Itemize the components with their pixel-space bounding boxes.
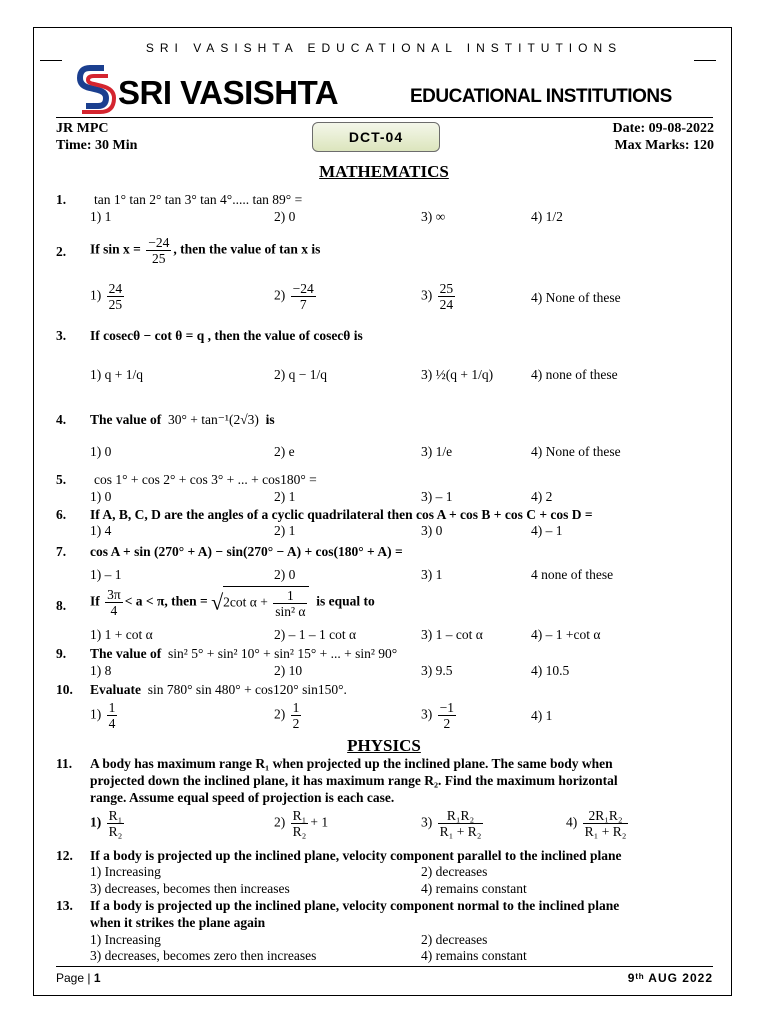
q8-root-expression: 2cot α + <box>223 594 268 610</box>
option-3: 3) $\frac{\text{R₁R₂}}{\text{R₁ + R₂}}$ <box>421 808 482 839</box>
option-1: 1) – 1 <box>90 567 122 582</box>
question-number: 6. <box>56 507 67 522</box>
option-3: 3) decreases, becomes then increases <box>90 881 290 896</box>
option-1: 1) Increasing <box>90 864 161 879</box>
question-number: 2. <box>56 244 67 259</box>
option-3: 3) ½(q + 1/q) <box>421 367 494 382</box>
option-4: 4) 10.5 <box>531 663 570 678</box>
question-text: If $\frac{3\pi}{4}$ < a < π, then = √2cot α + $\frac{1}{\text{sin² α}}$ is equal to <box>90 587 375 619</box>
question-number: 4. <box>56 412 67 427</box>
option-4: 4) remains constant <box>421 881 527 896</box>
tagline: SRI VASISHTA EDUCATIONAL INSTITUTIONS <box>145 41 623 55</box>
section-title-physics: PHYSICS <box>347 736 421 755</box>
option-3: 3) 1 – cot α <box>421 627 483 642</box>
question-number: 5. <box>56 472 67 487</box>
question-number: 13. <box>56 898 73 913</box>
option-2: 2) 0 <box>274 567 296 582</box>
question-text-line2: when it strikes the plane again <box>90 915 266 930</box>
option-2: 2) 1 <box>274 523 296 538</box>
question-number: 12. <box>56 848 73 863</box>
option-4: 4) none of these <box>531 367 618 382</box>
option-2: 2) 0 <box>274 209 296 224</box>
question-text: If A, B, C, D are the angles of a cyclic quadrilateral then cos A + cos B + cos C + cos D = <box>90 507 593 522</box>
option-3: 3) 9.5 <box>421 663 453 678</box>
option-2: 2) e <box>274 444 295 459</box>
question-text: Evaluate sin 780° sin 480° + cos120° sin150°. <box>90 682 347 697</box>
q9-expression: sin² 5° + sin² 10° + sin² 15° + ... + sin² 90° <box>168 646 398 661</box>
question-text-line3: range. Assume equal speed of projection is each case. <box>90 790 395 805</box>
max-marks-label: Max Marks: 120 <box>614 138 714 153</box>
question-number: 9. <box>56 646 67 661</box>
logo-icon <box>76 64 116 114</box>
option-4: 4 none of these <box>531 567 614 582</box>
option-4: 4) None of these <box>531 444 621 459</box>
option-2: 2) $\frac{1}{2}$ <box>274 700 300 731</box>
question-number: 10. <box>56 682 73 697</box>
option-1: 1) 4 <box>90 523 112 538</box>
option-2: 2) decreases <box>421 864 488 879</box>
question-number: 1. <box>56 192 67 207</box>
question-text-line1: If a body is projected up the inclined plane, velocity component normal to the inclined plane <box>90 898 620 913</box>
question-text: The value of sin² 5° + sin² 10° + sin² 15° + ... + sin² 90° <box>90 646 398 661</box>
option-1: 1) 8 <box>90 663 112 678</box>
header-dash-right <box>694 60 716 61</box>
option-4: 4) 1/2 <box>531 209 563 224</box>
option-3: 3) ∞ <box>421 209 446 224</box>
option-1: 1) 0 <box>90 444 112 459</box>
option-3: 3) 1 <box>421 567 443 582</box>
question-text <box>90 235 320 266</box>
section-title-maths: MATHEMATICS <box>319 162 449 181</box>
option-2: 2) 10 <box>274 663 303 678</box>
option-3: 3) $\frac{25}{24}$ <box>421 281 454 312</box>
question-text: cos A + sin (270° + A) − sin(270° − A) + cos(180° + A) = <box>90 544 403 559</box>
option-4: 4) remains constant <box>421 948 527 963</box>
option-1: 1) 1 + cot α <box>90 627 153 642</box>
option-3: 3) decreases, becomes zero then increases <box>90 948 317 963</box>
q4-expression: 30° + tan⁻¹(2√3) <box>168 412 259 427</box>
test-badge: DCT-04 <box>312 122 440 152</box>
time-label: Time: 30 Min <box>56 138 138 153</box>
question-text: cos 1° + cos 2° + cos 3° + ... + cos180° = <box>94 472 317 487</box>
option-3: 3) – 1 <box>421 489 453 504</box>
option-4: 4) None of these <box>531 290 621 305</box>
question-text: If a body is projected up the inclined plane, velocity component parallel to the inclined plane <box>90 848 622 863</box>
option-1: 1) $\frac{\text{R₁}}{\text{R₂}}$ <box>90 808 123 839</box>
option-1: 1) Increasing <box>90 932 161 947</box>
option-2: 2) 1 <box>274 489 296 504</box>
q2-text-a: If sin x = <box>90 241 141 257</box>
option-1: 1) 1 <box>90 209 112 224</box>
option-3: 3) $\frac{-1}{2}$ <box>421 700 454 731</box>
question-number: 8. <box>56 598 67 613</box>
page-number: Page | 1 <box>56 971 101 985</box>
date-label: Date: 09-08-2022 <box>612 121 714 136</box>
question-text: If cosecθ − cot θ = q , then the value of cosecθ is <box>90 328 363 343</box>
option-1: 1) $\frac{1}{4}$ <box>90 700 116 731</box>
option-2: 2) q − 1/q <box>274 367 327 382</box>
brand-name: SRI VASISHTA <box>118 74 339 111</box>
option-2: 2) $\frac{\text{R₁}}{\text{R₂}}$ + 1 <box>274 808 329 839</box>
option-2: 2) decreases <box>421 932 488 947</box>
option-1: 1) $\frac{24}{25}$ <box>90 281 123 312</box>
option-4: 4) 1 <box>531 708 553 723</box>
question-text-line1: A body has maximum range R₁ when projected up the inclined plane. The same body when <box>90 756 613 771</box>
question-number: 3. <box>56 328 67 343</box>
question-number: 11. <box>56 756 73 771</box>
option-3: 3) 1/e <box>421 444 453 459</box>
q2-fraction: $\frac{-24}{25}$ <box>148 235 170 266</box>
class-label: JR MPC <box>56 121 109 136</box>
question-text: tan 1° tan 2° tan 3° tan 4°..... tan 89° = <box>94 192 303 207</box>
question-text-line2: projected down the inclined plane, it has maximum range R₂. Find the maximum horizontal <box>90 773 618 788</box>
option-1: 1) 0 <box>90 489 112 504</box>
option-4: 4) – 1 <box>531 523 563 538</box>
q10-expression: sin 780° sin 480° + cos120° sin150°. <box>147 682 347 697</box>
option-2: 2) – 1 – 1 cot α <box>274 627 357 642</box>
brand-subtitle: EDUCATIONAL INSTITUTIONS <box>410 86 672 107</box>
option-4: 4) 2 <box>531 489 553 504</box>
q2-text-b: , then the value of tan x is <box>173 241 321 257</box>
header-rule <box>56 117 713 118</box>
footer-date: 9ᵗʰ AUG 2022 <box>627 971 713 985</box>
option-1: 1) q + 1/q <box>90 367 143 382</box>
option-2: 2) $\frac{-24}{7}$ <box>274 281 314 312</box>
footer-rule <box>56 966 713 967</box>
question-text: The value of 30° + tan⁻¹(2√3) is <box>90 412 275 427</box>
option-4: 4) – 1 +cot α <box>531 627 601 642</box>
question-number: 7. <box>56 544 67 559</box>
option-3: 3) 0 <box>421 523 443 538</box>
header-dash-left <box>40 60 62 61</box>
option-4: 4) $\frac{\text{2R₁R₂}}{\text{R₁ + R₂}}$ <box>566 808 627 839</box>
